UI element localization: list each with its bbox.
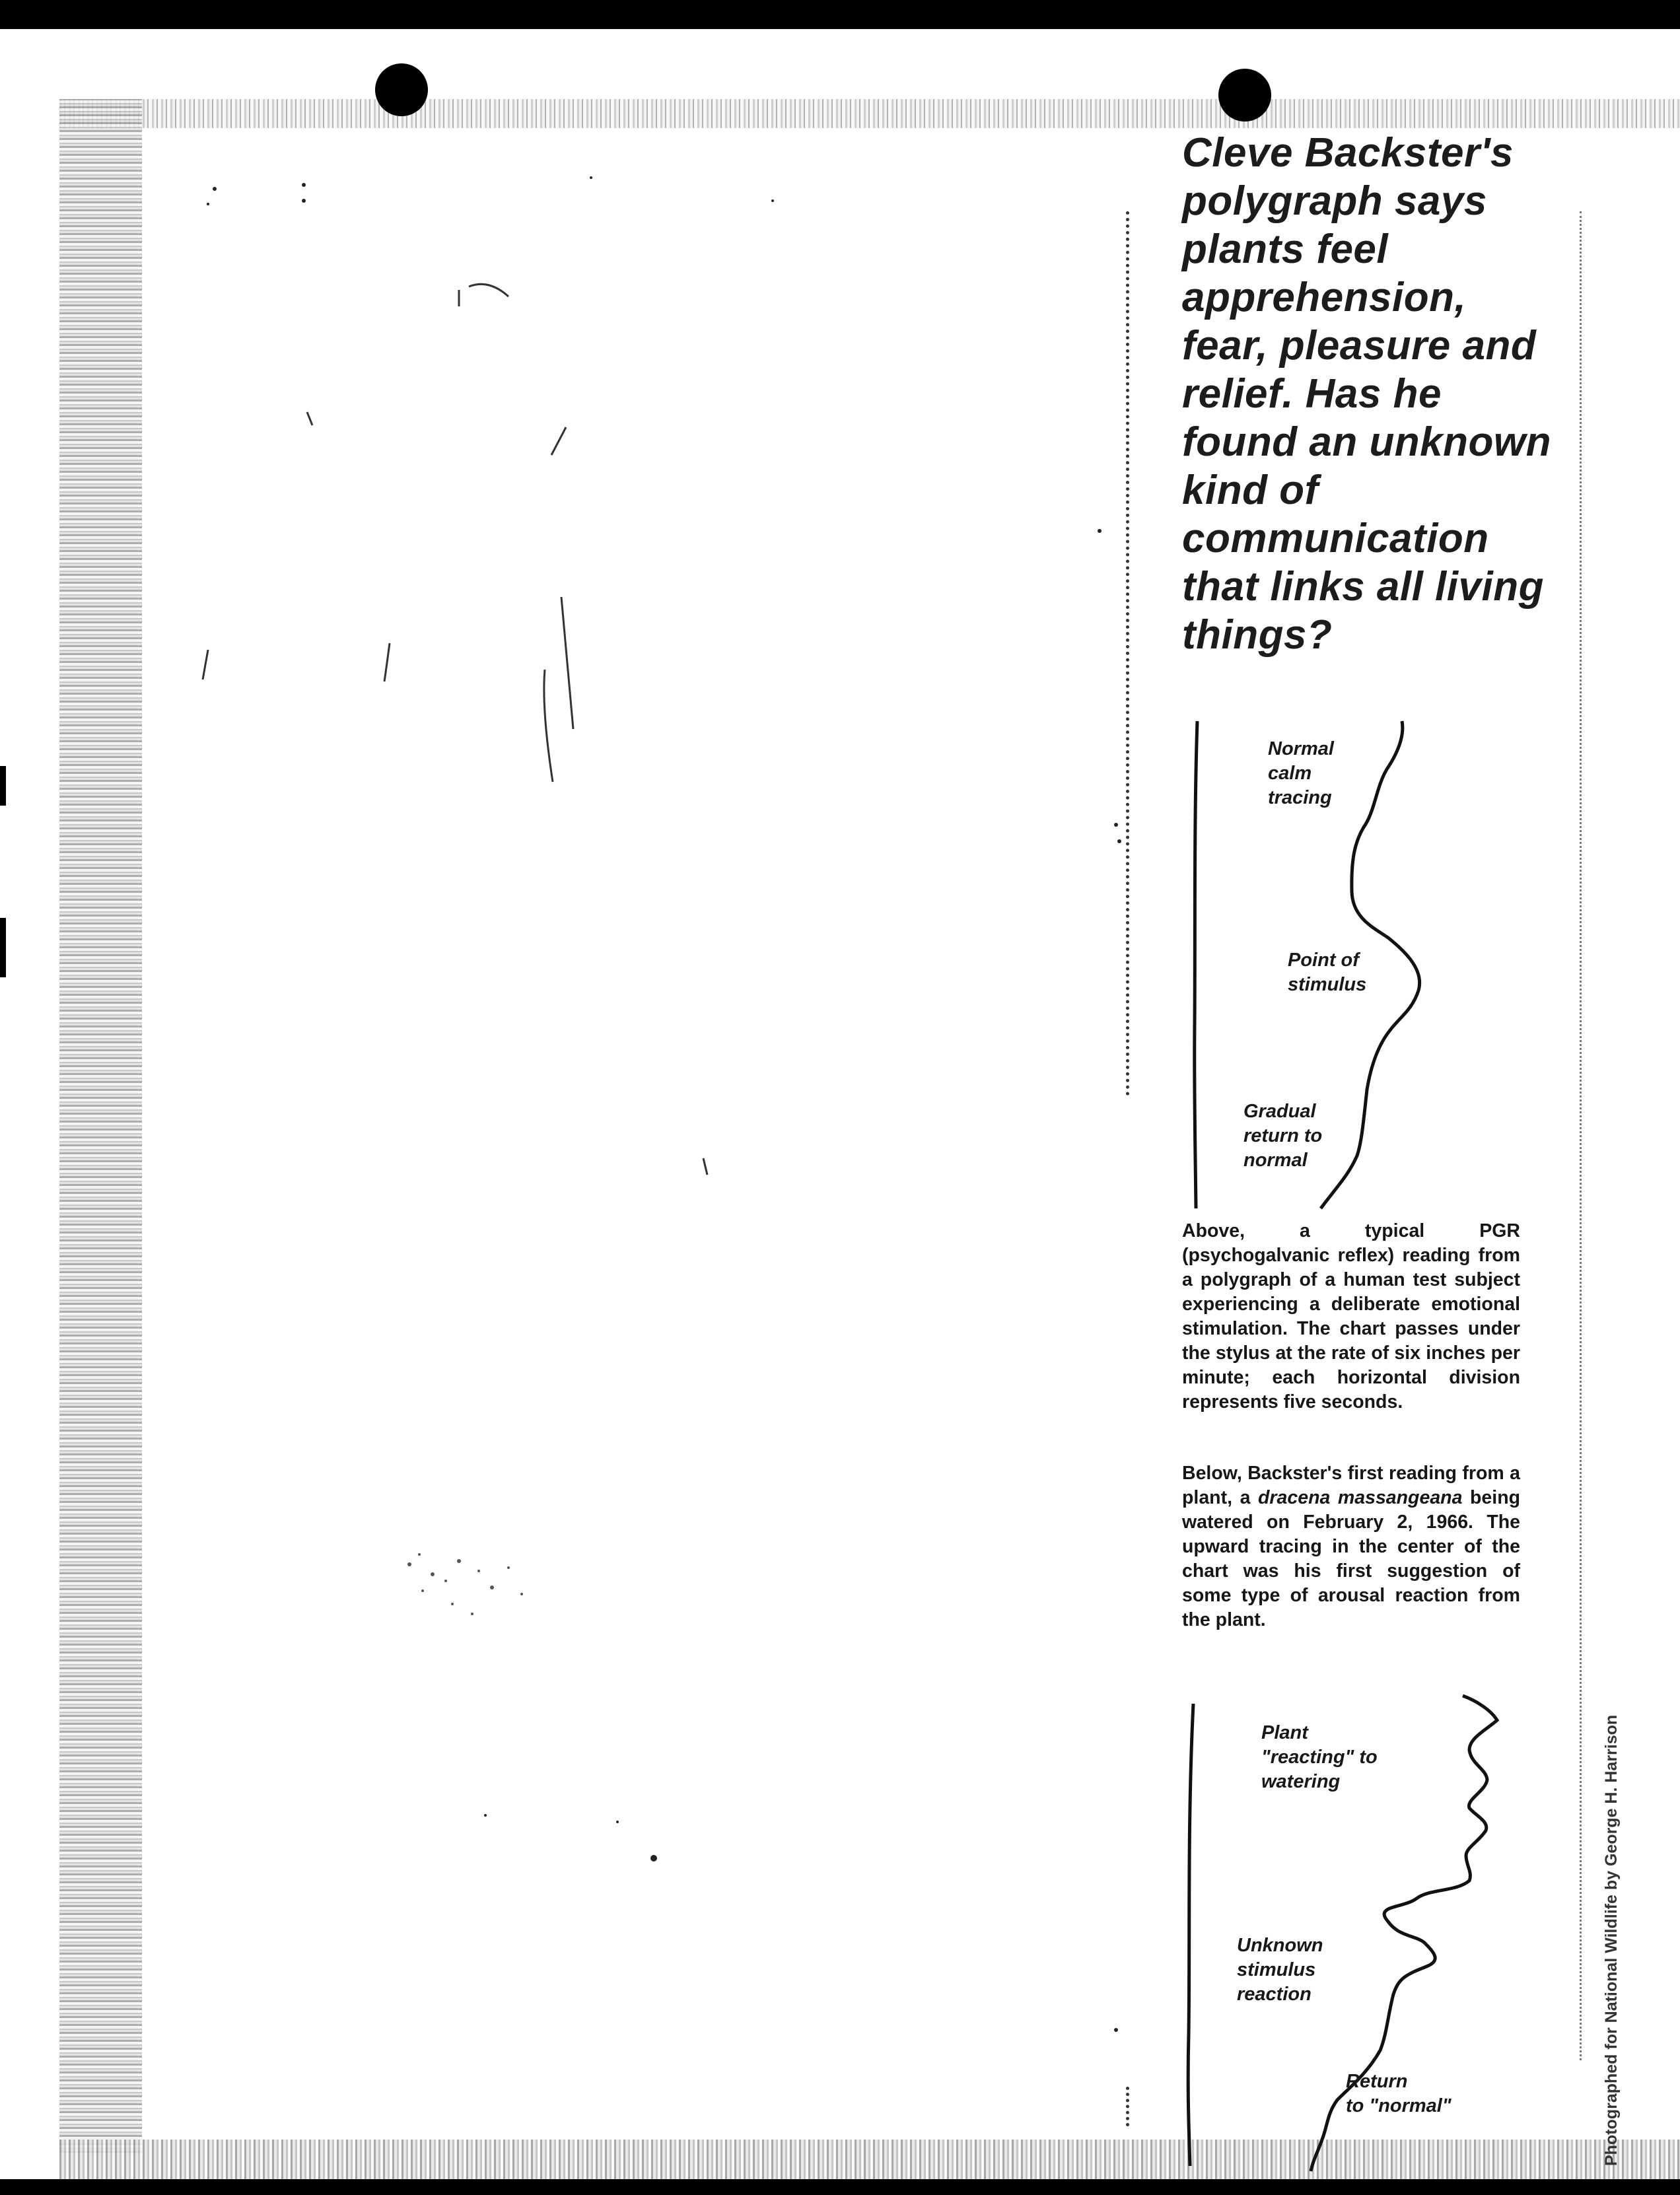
photo-border-left bbox=[59, 99, 142, 2153]
right-margin-dots bbox=[1580, 211, 1582, 2060]
photo-specks bbox=[142, 128, 1126, 2140]
chart-baseline bbox=[1195, 721, 1197, 1208]
chart-baseline bbox=[1188, 1704, 1193, 2166]
label-plant-reacting: Plant "reacting" to watering bbox=[1261, 1722, 1378, 1792]
scan-bottom-border bbox=[0, 2179, 1680, 2195]
label-gradual-return: Gradual return to normal bbox=[1243, 1101, 1323, 1171]
column-divider-dotted-lower bbox=[1126, 2087, 1129, 2126]
scan-top-border bbox=[0, 0, 1680, 29]
caption-below-text: Below, Backster's first reading from a plant, a bbox=[1182, 1463, 1520, 1508]
article-headline: Cleve Backster's polygraph says plants feel apprehension, fear, pleasure and relief. Has he found an unknown kind of communication that links all living things? bbox=[1182, 130, 1552, 658]
scan-edge-mark bbox=[0, 766, 6, 806]
plant-species: dracena massangeana bbox=[1258, 1487, 1463, 1508]
label-unknown-stimulus: Unknown stimulus reaction bbox=[1237, 1935, 1323, 2005]
punch-hole-left bbox=[375, 63, 428, 116]
faded-photo-area bbox=[142, 128, 1126, 2140]
caption-below-text-end: being watered on February 2, 1966. The upward tracing in the center of the chart was his first suggestion of some type of arousal reaction from the plant. bbox=[1182, 1487, 1521, 1630]
photo-border-top bbox=[59, 99, 1680, 128]
human-pgr-chart bbox=[1175, 720, 1440, 1215]
plant-reading-chart bbox=[1175, 1690, 1519, 2173]
label-normal-calm-tracing: Normal calm tracing bbox=[1268, 738, 1334, 808]
photo-credit: Photographed for National Wildlife by George H. Harrison bbox=[1602, 1714, 1621, 2166]
label-return-to-normal: Return to "normal" bbox=[1346, 2071, 1452, 2116]
caption-below bbox=[1182, 1461, 1520, 1632]
scan-edge-mark bbox=[0, 918, 6, 977]
punch-hole-right bbox=[1218, 69, 1271, 122]
caption-above: Above, a typical PGR (psychogalvanic reflex) reading from a polygraph of a human test subject experiencing a deliberate emotional stimulation. The chart passes under the stylus at the rate of six inches per minute; each horizontal division represents five seconds. bbox=[1182, 1220, 1520, 1412]
column-divider-dotted bbox=[1126, 211, 1129, 1096]
label-point-of-stimulus: Point of stimulus bbox=[1288, 950, 1367, 995]
